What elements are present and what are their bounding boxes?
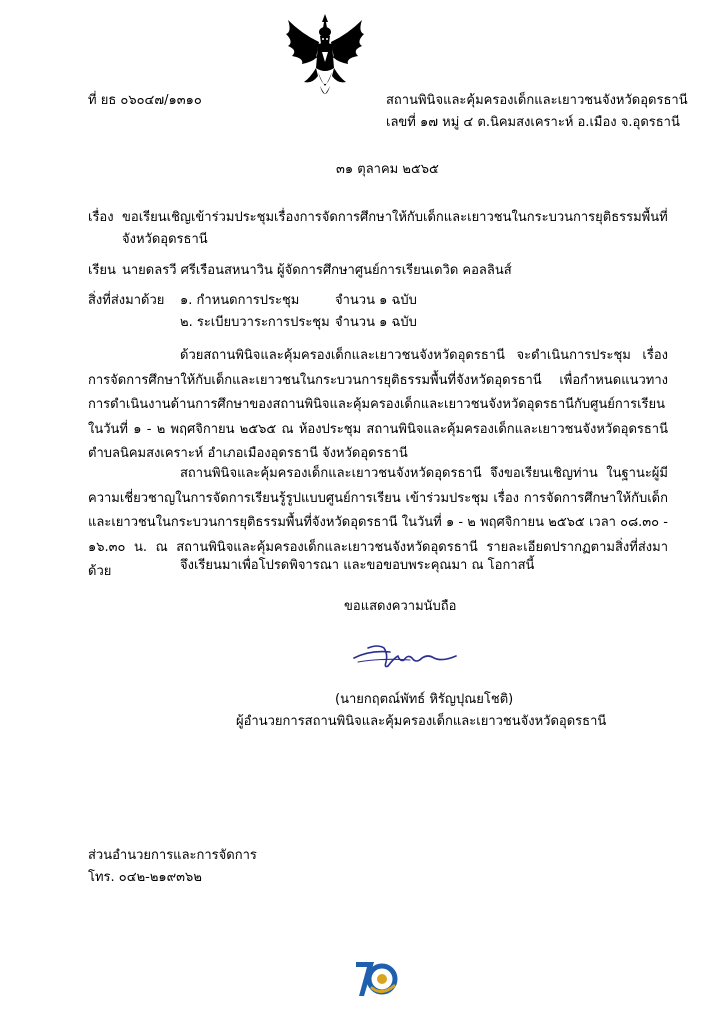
body-paragraph-1	[88, 344, 668, 467]
body-paragraph-3: จึงเรียนมาเพื่อโปรดพิจารณา และขอขอบพระคุณมา ณ โอกาสนี้	[180, 558, 535, 573]
footer-department: ส่วนอำนวยการและการจัดการ	[88, 848, 257, 863]
closing-salutation: ขอแสดงความนับถือ	[344, 599, 457, 614]
subject-line-2: จังหวัดอุดรธานี	[122, 232, 208, 247]
enclosure-item-2-name: ๒. ระเบียบวาระการประชุม	[180, 315, 330, 330]
recipient-label: เรียน	[88, 263, 116, 278]
enclosure-item-1-qty: จำนวน ๑ ฉบับ	[335, 293, 417, 308]
70th-anniversary-logo-icon	[348, 952, 400, 1004]
garuda-emblem-icon	[282, 12, 368, 102]
body-paragraph-1-text: ด้วยสถานพินิจและคุ้มครองเด็กและเยาวชนจังหวัดอุดรธานี จะดำเนินการประชุม เรื่องการจัดการศึกษาให้กับเด็กและเยาวชนในกระบวนการยุติธรรมพื้นที่จังหวัดอุดรธานี เพื่อกำหนดแนวทางการดำเนินงานด้านการศึกษาของสถานพินิจและคุ้มครองเด็กและเยาวชนจังหวัดอุดรธานีกับศูนย์การเรียน ในวันที่ ๑ - ๒ พฤศจิกายน ๒๕๖๕ ณ ห้องประชุม สถานพินิจและคุ้มครองเด็กและเยาวชนจังหวัดอุดรธานี ตำบลนิคมสงเคราะห์ อำเภอเมืองอุดรธานี จังหวัดอุดรธานี	[88, 348, 668, 461]
recipient-text: นายดลรวี ศรีเรือนสหนาวิน ผู้จัดการศึกษาศูนย์การเรียนเดวิด คอลลินส์	[122, 263, 512, 278]
enclosures-label: สิ่งที่ส่งมาด้วย	[88, 293, 165, 308]
organization-name: สถานพินิจและคุ้มครองเด็กและเยาวชนจังหวัดอุดรธานี	[386, 93, 688, 108]
enclosure-item-1-name: ๑. กำหนดการประชุม	[180, 293, 300, 308]
subject-line-1: ขอเรียนเชิญเข้าร่วมประชุมเรื่องการจัดการศึกษาให้กับเด็กและเยาวชนในกระบวนการยุติธรรมพื้นที่	[122, 210, 668, 225]
reference-number: ที่ ยธ ๐๖๐๔๗/๑๓๑๐	[88, 93, 202, 108]
body-paragraph-2-text: สถานพินิจและคุ้มครองเด็กและเยาวชนจังหวัดอุดรธานี จึงขอเรียนเชิญท่าน ในฐานะผู้มีความเชี่ยวชาญในการจัดการเรียนรู้รูปแบบศูนย์การเรียน เข้าร่วมประชุม เรื่อง การจัดการศึกษาให้กับเด็กและเยาวชนในกระบวนการยุติธรรมพื้นที่จังหวัดอุดรธานี ในวันที่ ๑ - ๒ พฤศจิกายน ๒๕๖๕ เวลา ๐๘.๓๐ - ๑๖.๓๐ น. ณ สถานพินิจและคุ้มครองเด็กและเยาวชนจังหวัดอุดรธานี รายละเอียดปรากฏตามสิ่งที่ส่งมาด้วย	[88, 466, 668, 579]
organization-address: เลขที่ ๑๗ หมู่ ๔ ต.นิคมสงเคราะห์ อ.เมือง จ.อุดรธานี	[386, 115, 680, 130]
footer-phone: โทร. ๐๔๒-๒๑๙๓๖๒	[88, 870, 202, 885]
enclosure-item-2-qty: จำนวน ๑ ฉบับ	[335, 315, 417, 330]
signer-title: ผู้อำนวยการสถานพินิจและคุ้มครองเด็กและเยาวชนจังหวัดอุดรธานี	[236, 714, 607, 729]
signer-name: (นายกฤตณ์พัทธ์ หิรัญปุณยโชติ)	[335, 692, 514, 707]
subject-label: เรื่อง	[88, 210, 114, 225]
signature-image	[350, 636, 460, 672]
letter-date: ๓๑ ตุลาคม ๒๕๖๕	[336, 162, 439, 177]
